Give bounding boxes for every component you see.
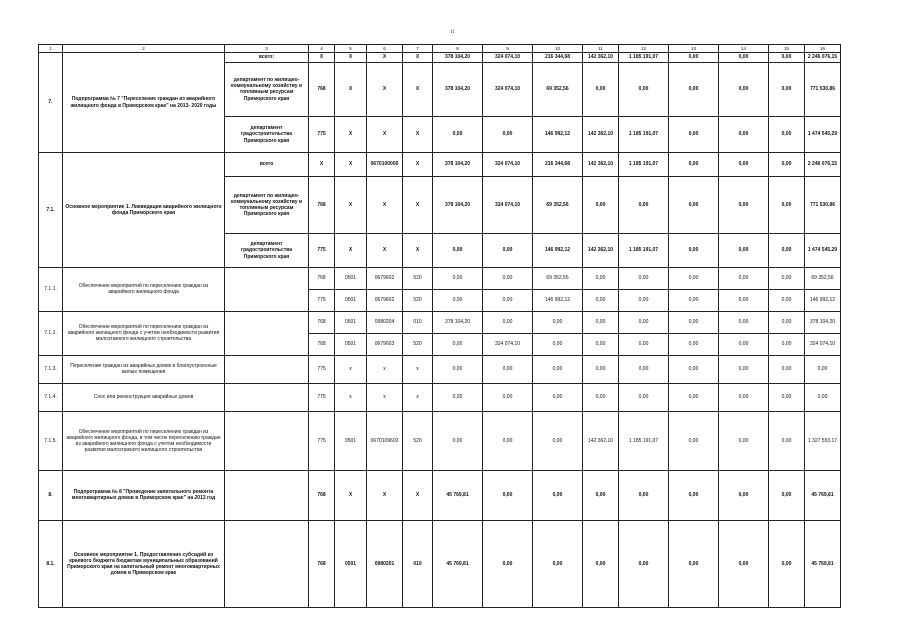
value-cell: 0,00: [433, 383, 483, 411]
value-cell: 324 074,10: [483, 333, 533, 355]
value-cell: 0,00: [719, 333, 769, 355]
header-cell: 15: [769, 45, 805, 53]
value-cell: 0,00: [533, 412, 583, 471]
value-cell: 0,00: [483, 289, 533, 311]
header-cell: 4: [309, 45, 335, 53]
row-number: 7.1.4.: [39, 383, 63, 411]
csr-cell: x: [367, 383, 403, 411]
value-cell: 69 352,56: [533, 176, 583, 234]
csr-cell: 0980204: [367, 311, 403, 333]
value-cell: 378 104,20: [433, 53, 483, 62]
value-cell: 0,00: [769, 521, 805, 608]
value-cell: 0,00: [805, 383, 841, 411]
value-cell: 0,00: [719, 62, 769, 116]
value-cell: 45 769,81: [433, 470, 483, 520]
executor-cell: [225, 383, 309, 411]
value-cell: 0,00: [483, 234, 533, 267]
vr-cell: 520: [403, 289, 433, 311]
row-number: 8.1.: [39, 521, 63, 608]
value-cell: 0,00: [769, 311, 805, 333]
value-cell: 0,00: [619, 521, 669, 608]
vr-cell: 010: [403, 521, 433, 608]
value-cell: 0,00: [483, 355, 533, 383]
value-cell: 142 362,10: [583, 234, 619, 267]
executor-cell: всего: [225, 152, 309, 176]
rzpr-cell: x: [335, 355, 367, 383]
value-cell: 1 185 191,07: [619, 53, 669, 62]
value-cell: 216 344,68: [533, 53, 583, 62]
grbs-cell: 768: [309, 176, 335, 234]
rzpr-cell: X: [335, 234, 367, 267]
value-cell: 0,00: [483, 383, 533, 411]
value-cell: 0,00: [719, 355, 769, 383]
value-cell: 0,00: [583, 521, 619, 608]
rzpr-cell: 0501: [335, 521, 367, 608]
value-cell: 0,00: [669, 267, 719, 289]
value-cell: 324 074,10: [483, 53, 533, 62]
rzpr-cell: 0501: [335, 289, 367, 311]
value-cell: 0,00: [433, 333, 483, 355]
rzpr-cell: 0501: [335, 333, 367, 355]
value-cell: 0,00: [769, 234, 805, 267]
header-cell: 10: [533, 45, 583, 53]
vr-cell: X: [403, 470, 433, 520]
value-cell: 1 327 553,17: [805, 412, 841, 471]
rzpr-cell: X: [335, 62, 367, 116]
vr-cell: 010: [403, 311, 433, 333]
value-cell: 0,00: [619, 62, 669, 116]
value-cell: 146 992,12: [533, 234, 583, 267]
vr-cell: X: [403, 152, 433, 176]
value-cell: 0,00: [583, 383, 619, 411]
vr-cell: X: [403, 234, 433, 267]
value-cell: 0,00: [583, 355, 619, 383]
value-cell: 0,00: [769, 383, 805, 411]
value-cell: 0,00: [719, 176, 769, 234]
value-cell: 0,00: [433, 117, 483, 153]
csr-cell: 0679602: [367, 289, 403, 311]
grbs-cell: 768: [309, 267, 335, 289]
grbs-cell: 775: [309, 289, 335, 311]
value-cell: 0,00: [533, 521, 583, 608]
header-cell: 13: [669, 45, 719, 53]
row-number: 7.1.5.: [39, 412, 63, 471]
value-cell: 0,00: [669, 521, 719, 608]
header-cell: 1: [39, 45, 63, 53]
value-cell: 378 104,20: [433, 152, 483, 176]
value-cell: 0,00: [769, 62, 805, 116]
value-cell: 0,00: [483, 311, 533, 333]
value-cell: 0,00: [583, 176, 619, 234]
rzpr-cell: X: [335, 152, 367, 176]
row-number: 7.: [39, 53, 63, 152]
value-cell: 142 362,10: [583, 53, 619, 62]
value-cell: 142 362,10: [583, 152, 619, 176]
csr-cell: X: [367, 470, 403, 520]
value-cell: 1 185 191,07: [619, 117, 669, 153]
row-number: 7.1.: [39, 152, 63, 267]
value-cell: 324 074,10: [483, 152, 533, 176]
header-cell: 2: [63, 45, 225, 53]
value-cell: 69 352,56: [533, 62, 583, 116]
program-name: Снос или реконструкция аварийных домов: [63, 383, 225, 411]
value-cell: 0,00: [619, 289, 669, 311]
value-cell: 0,00: [583, 267, 619, 289]
row-number: 8.: [39, 470, 63, 520]
grbs-cell: X: [309, 53, 335, 62]
executor-cell: департамент по жилищно-коммунальному хозяйству и топливным ресурсам Приморского края: [225, 62, 309, 116]
vr-cell: 520: [403, 333, 433, 355]
value-cell: 0,00: [619, 176, 669, 234]
table-row: [39, 267, 841, 289]
value-cell: 378 104,20: [433, 311, 483, 333]
value-cell: 0,00: [669, 117, 719, 153]
value-cell: 378 104,20: [433, 62, 483, 116]
rzpr-cell: X: [335, 470, 367, 520]
value-cell: 324 074,10: [483, 176, 533, 234]
value-cell: 0,00: [769, 176, 805, 234]
value-cell: 0,00: [619, 333, 669, 355]
value-cell: 2 246 076,15: [805, 53, 841, 62]
grbs-cell: 768: [309, 470, 335, 520]
value-cell: 0,00: [769, 333, 805, 355]
value-cell: 0,00: [719, 311, 769, 333]
value-cell: 0,00: [669, 412, 719, 471]
value-cell: 1 185 191,07: [619, 412, 669, 471]
rzpr-cell: x: [335, 383, 367, 411]
program-name: Обеспечение мероприятий по переселению граждан из аварийного жилищного фонда, в том числе переселению граждан из аварийного жилищного фонда с учетом необходимости развития малоэтажного жилищного строительства: [63, 412, 225, 471]
value-cell: 378 104,20: [433, 176, 483, 234]
csr-cell: X: [367, 53, 403, 62]
executor-cell: [225, 267, 309, 311]
value-cell: 0,00: [583, 311, 619, 333]
value-cell: 0,00: [533, 355, 583, 383]
header-cell: 12: [619, 45, 669, 53]
value-cell: 378 104,20: [805, 311, 841, 333]
value-cell: 142 362,10: [583, 117, 619, 153]
value-cell: 0,00: [669, 62, 719, 116]
value-cell: 0,00: [483, 117, 533, 153]
value-cell: 0,00: [769, 412, 805, 471]
vr-cell: X: [403, 117, 433, 153]
table-row: [39, 311, 841, 333]
value-cell: 0,00: [769, 53, 805, 62]
vr-cell: x: [403, 355, 433, 383]
executor-cell: [225, 355, 309, 383]
value-cell: 0,00: [669, 470, 719, 520]
program-name: Подпрограмма № 8 "Проведение капитального ремонта многоквартирных домов в Приморском крае" на 2013 год: [63, 470, 225, 520]
value-cell: 0,00: [769, 289, 805, 311]
vr-cell: X: [403, 53, 433, 62]
value-cell: 1 185 191,07: [619, 234, 669, 267]
value-cell: 2 246 076,15: [805, 152, 841, 176]
executor-cell: департамент градостроительства Приморского края: [225, 117, 309, 153]
program-name: Основное мероприятие 1. Ликвидация аварийного жилищного фонда Приморского края: [63, 152, 225, 267]
table-row: [39, 53, 841, 62]
value-cell: 0,00: [719, 117, 769, 153]
value-cell: 0,00: [669, 289, 719, 311]
value-cell: 69 352,56: [533, 267, 583, 289]
executor-cell: департамент градостроительства Приморского края: [225, 234, 309, 267]
executor-cell: [225, 412, 309, 471]
value-cell: 0,00: [533, 333, 583, 355]
value-cell: 0,00: [719, 289, 769, 311]
value-cell: 0,00: [669, 152, 719, 176]
value-cell: 0,00: [583, 62, 619, 116]
value-cell: 0,00: [433, 355, 483, 383]
header-cell: 7: [403, 45, 433, 53]
value-cell: 0,00: [533, 470, 583, 520]
value-cell: 0,00: [669, 53, 719, 62]
value-cell: 146 992,12: [805, 289, 841, 311]
value-cell: 146 992,12: [533, 289, 583, 311]
header-cell: 9: [483, 45, 533, 53]
rzpr-cell: 0501: [335, 311, 367, 333]
value-cell: 0,00: [719, 521, 769, 608]
grbs-cell: X: [309, 152, 335, 176]
header-cell: 6: [367, 45, 403, 53]
executor-cell: всего:: [225, 53, 309, 62]
value-cell: 0,00: [583, 333, 619, 355]
vr-cell: X: [403, 62, 433, 116]
grbs-cell: 775: [309, 234, 335, 267]
value-cell: 771 530,86: [805, 62, 841, 116]
vr-cell: 520: [403, 412, 433, 471]
value-cell: 0,00: [805, 355, 841, 383]
grbs-cell: 768: [309, 521, 335, 608]
value-cell: 0,00: [669, 333, 719, 355]
value-cell: 0,00: [769, 267, 805, 289]
executor-cell: департамент по жилищно-коммунальному хозяйству и топливным ресурсам Приморского края: [225, 176, 309, 234]
value-cell: 0,00: [669, 383, 719, 411]
value-cell: 0,00: [719, 470, 769, 520]
budget-table: [38, 44, 841, 608]
value-cell: 0,00: [619, 311, 669, 333]
csr-cell: x: [367, 355, 403, 383]
value-cell: 0,00: [533, 311, 583, 333]
value-cell: 0,00: [433, 289, 483, 311]
value-cell: 1 474 545,29: [805, 117, 841, 153]
executor-cell: [225, 470, 309, 520]
value-cell: 0,00: [619, 470, 669, 520]
value-cell: 324 074,10: [483, 62, 533, 116]
row-number: 7.1.3.: [39, 355, 63, 383]
value-cell: 771 530,86: [805, 176, 841, 234]
value-cell: 0,00: [769, 355, 805, 383]
value-cell: 0,00: [769, 152, 805, 176]
csr-cell: 0670109602: [367, 412, 403, 471]
value-cell: 0,00: [483, 470, 533, 520]
value-cell: 0,00: [719, 267, 769, 289]
header-cell: 14: [719, 45, 769, 53]
program-name: Основное мероприятие 1. Предоставление субсидий из краевого бюджета бюджетам муниципальных образований Приморского края на капитальный ремонт многоквартирных домов в Приморском крае: [63, 521, 225, 608]
value-cell: 0,00: [719, 152, 769, 176]
table-row: [39, 355, 841, 383]
value-cell: 0,00: [669, 355, 719, 383]
page-number: 11: [450, 30, 455, 35]
rzpr-cell: 0501: [335, 412, 367, 471]
row-number: 7.1.1.: [39, 267, 63, 311]
program-name: Обеспечение мероприятий по переселению граждан из аварийного жилищного фонда с учетом необходимости развития малоэтажного жилищного строительства: [63, 311, 225, 355]
program-name: Обеспечение мероприятий по переселению граждан из аварийного жилищного фонда: [63, 267, 225, 311]
value-cell: 0,00: [483, 412, 533, 471]
csr-cell: X: [367, 62, 403, 116]
value-cell: 45 769,81: [805, 470, 841, 520]
value-cell: 0,00: [719, 383, 769, 411]
header-row: [39, 45, 841, 53]
value-cell: 69 352,56: [805, 267, 841, 289]
value-cell: 324 074,10: [805, 333, 841, 355]
grbs-cell: 775: [309, 117, 335, 153]
value-cell: 0,00: [719, 53, 769, 62]
value-cell: 45 769,81: [805, 521, 841, 608]
row-number: 7.1.2.: [39, 311, 63, 355]
csr-cell: X: [367, 234, 403, 267]
header-cell: 5: [335, 45, 367, 53]
grbs-cell: 775: [309, 355, 335, 383]
csr-cell: 0670100000: [367, 152, 403, 176]
vr-cell: X: [403, 176, 433, 234]
grbs-cell: 768: [309, 311, 335, 333]
grbs-cell: 768: [309, 333, 335, 355]
grbs-cell: 775: [309, 383, 335, 411]
grbs-cell: 768: [309, 62, 335, 116]
value-cell: 0,00: [669, 176, 719, 234]
rzpr-cell: X: [335, 117, 367, 153]
value-cell: 45 769,81: [433, 521, 483, 608]
value-cell: 0,00: [669, 234, 719, 267]
rzpr-cell: X: [335, 176, 367, 234]
csr-cell: X: [367, 176, 403, 234]
value-cell: 1 185 191,07: [619, 152, 669, 176]
header-cell: 16: [805, 45, 841, 53]
value-cell: 0,00: [719, 412, 769, 471]
value-cell: 216 344,68: [533, 152, 583, 176]
value-cell: 0,00: [583, 289, 619, 311]
value-cell: 0,00: [483, 267, 533, 289]
vr-cell: 520: [403, 267, 433, 289]
csr-cell: X: [367, 117, 403, 153]
value-cell: 0,00: [769, 117, 805, 153]
value-cell: 0,00: [533, 383, 583, 411]
table-row: [39, 383, 841, 411]
executor-cell: [225, 311, 309, 355]
program-name: Переселение граждан из аварийных домов в благоустроенные жилые помещения: [63, 355, 225, 383]
table-row: [39, 521, 841, 608]
rzpr-cell: 0501: [335, 267, 367, 289]
value-cell: 0,00: [433, 234, 483, 267]
vr-cell: x: [403, 383, 433, 411]
csr-cell: 0980201: [367, 521, 403, 608]
table-row: [39, 412, 841, 471]
executor-cell: [225, 521, 309, 608]
value-cell: 0,00: [433, 267, 483, 289]
value-cell: 142 362,10: [583, 412, 619, 471]
value-cell: 0,00: [483, 521, 533, 608]
value-cell: 0,00: [619, 267, 669, 289]
header-cell: 8: [433, 45, 483, 53]
rzpr-cell: X: [335, 53, 367, 62]
grbs-cell: 775: [309, 412, 335, 471]
table-row: [39, 152, 841, 176]
csr-cell: 0679602: [367, 267, 403, 289]
table-row: [39, 470, 841, 520]
value-cell: 0,00: [433, 412, 483, 471]
value-cell: 146 992,12: [533, 117, 583, 153]
header-cell: 3: [225, 45, 309, 53]
header-cell: 11: [583, 45, 619, 53]
value-cell: 0,00: [619, 383, 669, 411]
value-cell: 0,00: [719, 234, 769, 267]
value-cell: 0,00: [583, 470, 619, 520]
value-cell: 1 474 545,29: [805, 234, 841, 267]
csr-cell: 0679603: [367, 333, 403, 355]
program-name: Подпрограмма № 7 "Переселение граждан из аварийного жилищного фонда в Приморском крае" на 2013- 2020 годы: [63, 53, 225, 152]
value-cell: 0,00: [769, 470, 805, 520]
value-cell: 0,00: [669, 311, 719, 333]
value-cell: 0,00: [619, 355, 669, 383]
